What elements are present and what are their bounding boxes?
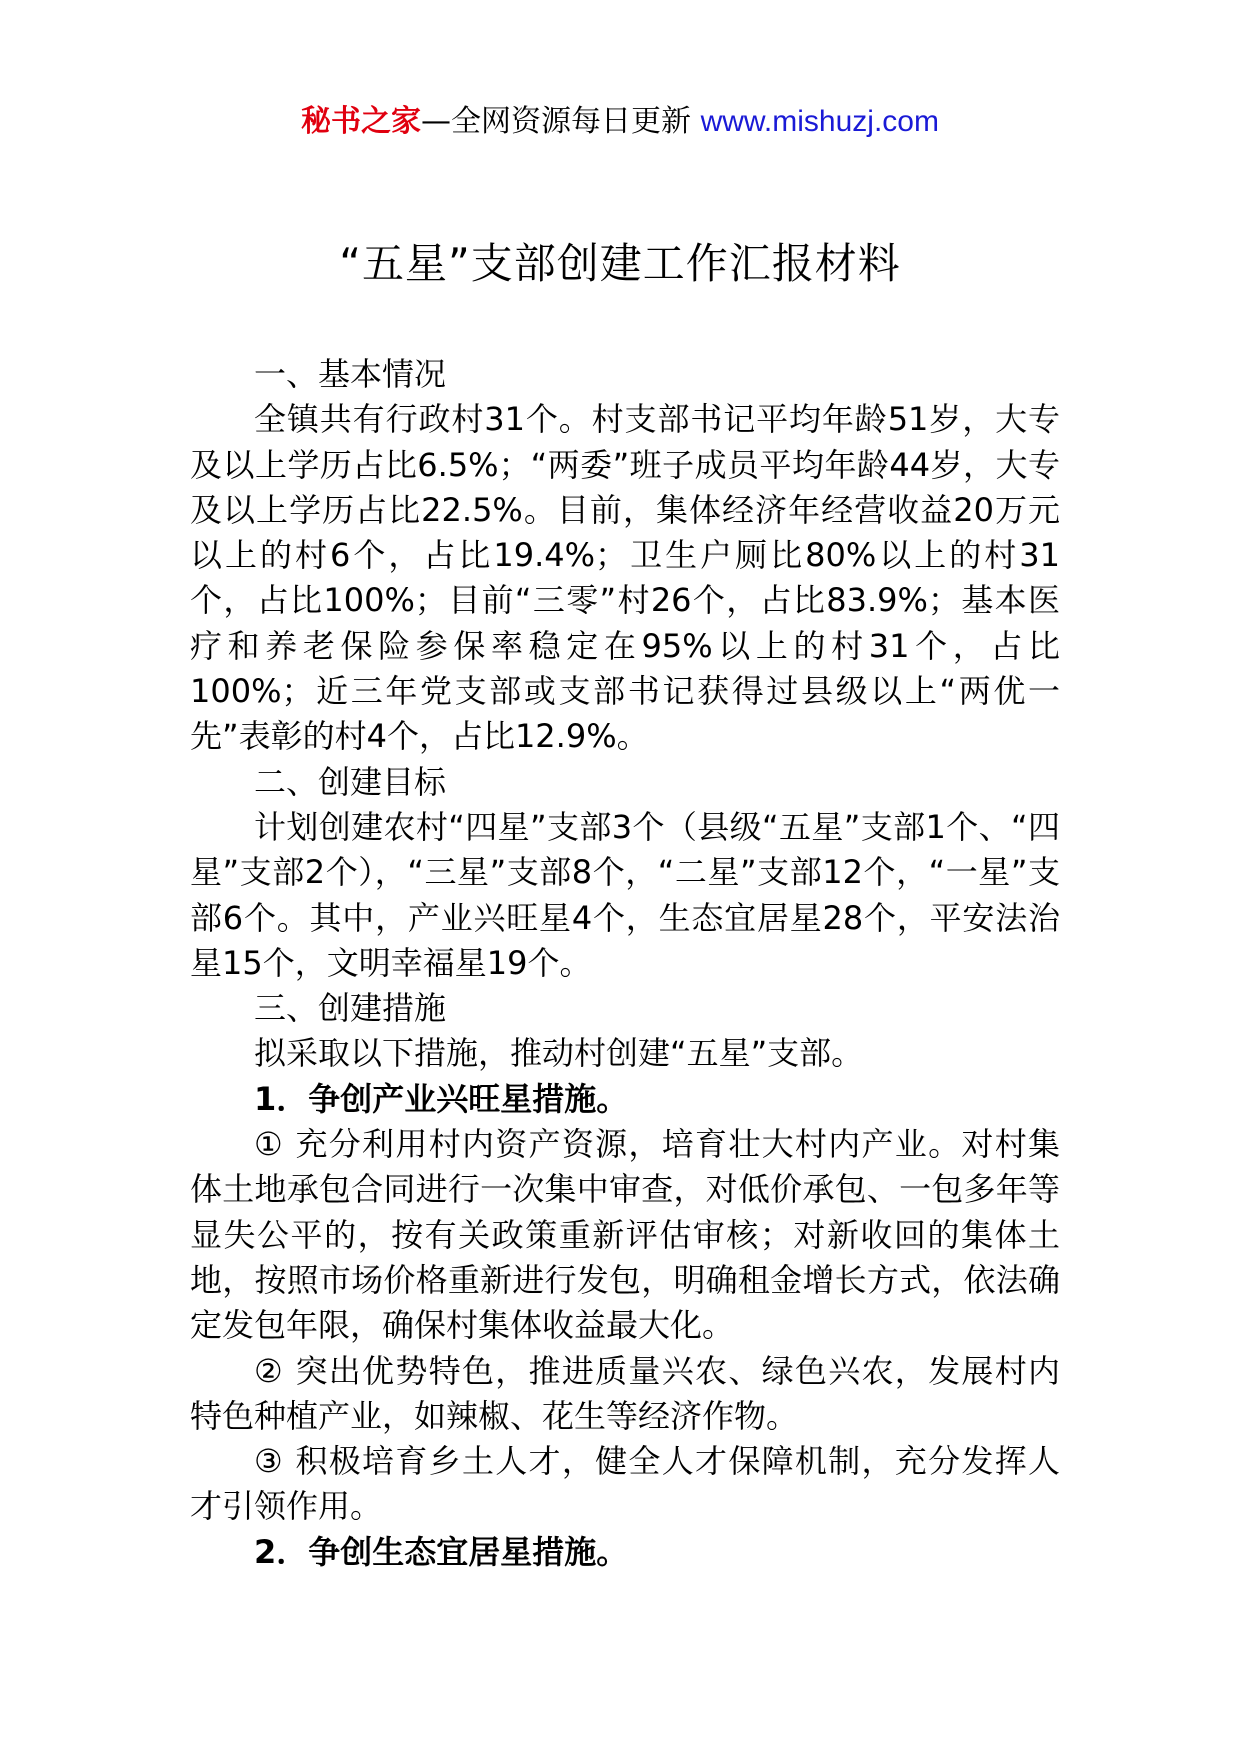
site-brand: 秘书之家 [301, 104, 422, 139]
paragraph-goals: 计划创建农村“四星”支部3个（县级“五星”支部1个、“四星”支部2个），“三星”支部8个，“二星”支部12个，“一星”支部6个。其中，产业兴旺星4个，生态宜居星28个，平安法治星15个，文明幸福星19个。 [190, 807, 1060, 982]
subheading-ecology-star: 2．争创生态宜居星措施。 [254, 1532, 629, 1571]
document-title: “五星”支部创建工作汇报材料 [339, 239, 901, 288]
paragraph-basic-info: 全镇共有行政村31个。村支部书记平均年龄51岁，大专及以上学历占比6.5%；“两委”班子成员平均年龄44岁，大专及以上学历占比22.5%。目前，集体经济年经营收益20万元以上的村6个，占比19.4%；卫生户厕比80%以上的村31个，占比100%；目前“三零”村26个，占比83.9%；基本医疗和养老保险参保率稳定在95%以上的村31个，占比100%；近三年党支部或支部书记获得过县级以上“两优一先”表彰的村4个，占比12.9%。 [190, 400, 1060, 756]
section-heading-basic-info: 一、基本情况 [254, 355, 447, 393]
subheading-industry-star: 1．争创产业兴旺星措施。 [254, 1079, 629, 1118]
section-heading-measures: 三、创建措施 [254, 989, 447, 1028]
paragraph-measure-1: ① 充分利用村内资产资源，培育壮大村内产业。对村集体土地承包合同进行一次集中审查，对低价承包、一包多年等显失公平的，按有关政策重新评估审核；对新收回的集体土地，按照市场价格重新进行发包，明确租金增长方式，依法确定发包年限，确保村集体收益最大化。 [190, 1125, 1060, 1345]
paragraph-measure-2: ② 突出优势特色，推进质量兴农、绿色兴农，发展村内特色种植产业，如辣椒、花生等经济作物。 [190, 1351, 1060, 1435]
paragraph-measure-3: ③ 积极培育乡土人才，健全人才保障机制，充分发挥人才引领作用。 [190, 1442, 1060, 1526]
document-body [190, 352, 1060, 1575]
site-slogan: —全网资源每日更新 [421, 104, 692, 139]
section-heading-goals: 二、创建目标 [254, 762, 447, 801]
paragraph-measures-intro: 拟采取以下措施，推动村创建“五星”支部。 [254, 1034, 864, 1073]
site-url-link[interactable]: www.mishuzj.com [700, 105, 939, 138]
site-header [0, 100, 1240, 144]
